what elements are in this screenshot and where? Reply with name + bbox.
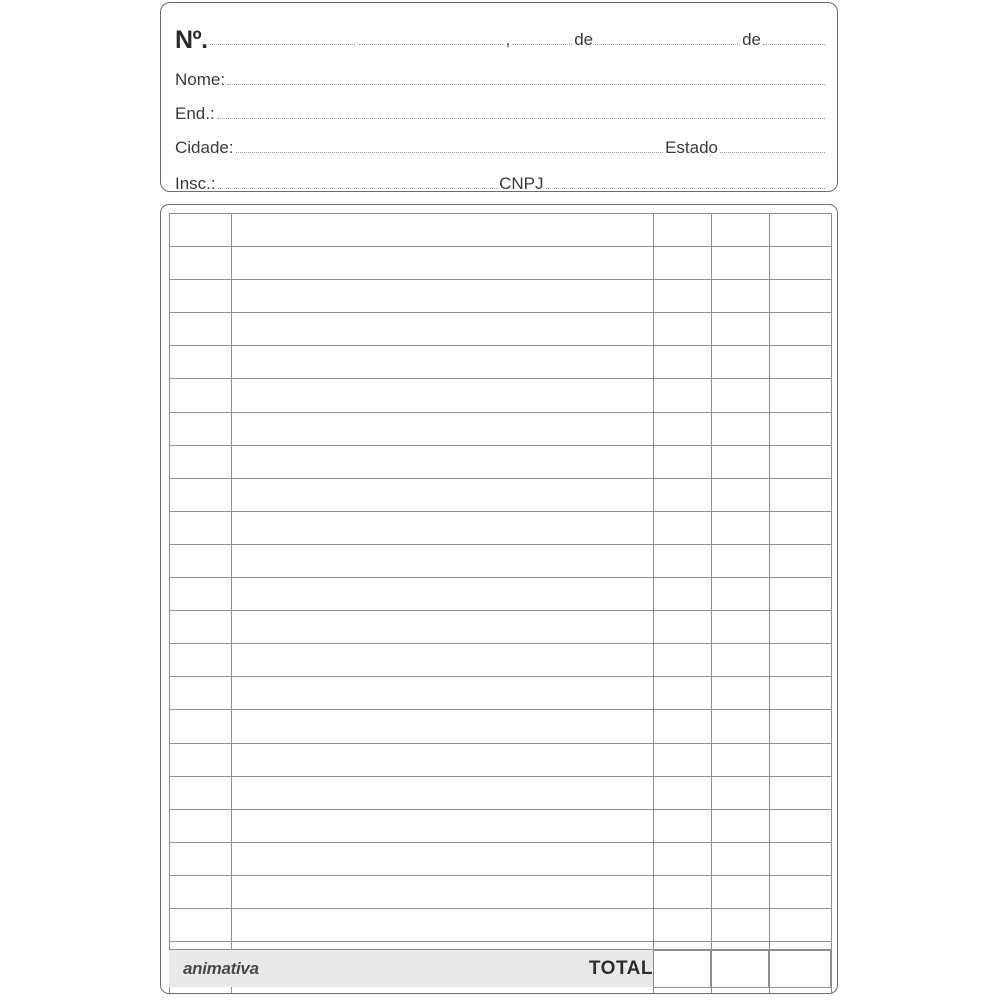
total-cell-un[interactable]	[653, 950, 711, 988]
cell-valor-total[interactable]	[770, 478, 832, 511]
cell-valor-total[interactable]	[770, 578, 832, 611]
cell-descricao[interactable]	[232, 776, 654, 809]
cell-valor-total[interactable]	[770, 511, 832, 544]
cell-qtd[interactable]	[170, 511, 232, 544]
cell-descricao[interactable]	[232, 379, 654, 412]
registration-input-line[interactable]	[218, 187, 497, 189]
cell-un[interactable]	[654, 908, 712, 941]
cell-descricao[interactable]	[232, 809, 654, 842]
cell-descricao[interactable]	[232, 412, 654, 445]
cell-descricao[interactable]	[232, 743, 654, 776]
cell-qtd[interactable]	[170, 842, 232, 875]
cell-valor-total[interactable]	[770, 346, 832, 379]
cell-descricao[interactable]	[232, 445, 654, 478]
cell-valor-unit[interactable]	[712, 478, 770, 511]
cell-un[interactable]	[654, 346, 712, 379]
cell-valor-total[interactable]	[770, 743, 832, 776]
table-row[interactable]	[170, 313, 832, 346]
state-input-line[interactable]	[720, 151, 825, 153]
cell-valor-total[interactable]	[770, 677, 832, 710]
table-row[interactable]	[170, 578, 832, 611]
cell-qtd[interactable]	[170, 743, 232, 776]
cell-valor-total[interactable]	[770, 710, 832, 743]
cell-un[interactable]	[654, 313, 712, 346]
header-row-address	[175, 99, 827, 123]
header-row-city	[175, 133, 827, 157]
table-row[interactable]	[170, 346, 832, 379]
table-row[interactable]	[170, 445, 832, 478]
cell-qtd[interactable]	[170, 776, 232, 809]
cell-valor-total[interactable]	[770, 313, 832, 346]
cell-qtd[interactable]	[170, 875, 232, 908]
cell-valor-unit[interactable]	[712, 842, 770, 875]
order-form-page	[160, 0, 840, 1000]
cell-valor-unit[interactable]	[712, 611, 770, 644]
cell-valor-unit[interactable]	[712, 280, 770, 313]
cell-un[interactable]	[654, 247, 712, 280]
cell-un[interactable]	[654, 743, 712, 776]
total-cell-valor-total[interactable]	[769, 950, 831, 988]
cell-valor-total[interactable]	[770, 908, 832, 941]
items-table-body	[170, 214, 832, 995]
footer-total-bar	[169, 949, 831, 987]
name-input-line[interactable]	[227, 83, 825, 85]
cell-valor-total[interactable]	[770, 842, 832, 875]
cell-qtd[interactable]	[170, 677, 232, 710]
cell-descricao[interactable]	[232, 710, 654, 743]
cell-descricao[interactable]	[232, 280, 654, 313]
cell-qtd[interactable]	[170, 544, 232, 577]
cell-un[interactable]	[654, 478, 712, 511]
table-row[interactable]	[170, 842, 832, 875]
table-row[interactable]	[170, 908, 832, 941]
table-row[interactable]	[170, 644, 832, 677]
total-cells	[653, 950, 831, 988]
total-label: TOTAL	[588, 957, 653, 979]
cell-qtd[interactable]	[170, 710, 232, 743]
cell-valor-total[interactable]	[770, 280, 832, 313]
cell-descricao[interactable]	[232, 875, 654, 908]
cell-valor-unit[interactable]	[712, 710, 770, 743]
cell-qtd[interactable]	[170, 908, 232, 941]
cell-valor-unit[interactable]	[712, 578, 770, 611]
table-row[interactable]	[170, 743, 832, 776]
cell-valor-total[interactable]	[770, 544, 832, 577]
total-cell-valor-unit[interactable]	[711, 950, 769, 988]
cell-descricao[interactable]	[232, 511, 654, 544]
cell-un[interactable]	[654, 578, 712, 611]
number-input-line[interactable]	[210, 43, 355, 45]
cell-descricao[interactable]	[232, 908, 654, 941]
cell-qtd[interactable]	[170, 578, 232, 611]
cell-valor-total[interactable]	[770, 247, 832, 280]
city-date-line[interactable]	[359, 43, 504, 45]
cnpj-label: CNPJ	[499, 174, 544, 193]
city-input-line[interactable]	[236, 151, 663, 153]
table-row[interactable]	[170, 677, 832, 710]
cell-qtd[interactable]	[170, 214, 232, 247]
address-input-line[interactable]	[217, 117, 825, 119]
table-row[interactable]	[170, 875, 832, 908]
cell-descricao[interactable]	[232, 478, 654, 511]
cell-valor-unit[interactable]	[712, 743, 770, 776]
table-row[interactable]	[170, 280, 832, 313]
day-line[interactable]	[512, 43, 572, 45]
cell-descricao[interactable]	[232, 578, 654, 611]
cell-valor-total[interactable]	[770, 809, 832, 842]
cell-un[interactable]	[654, 412, 712, 445]
month-line[interactable]	[595, 43, 740, 45]
brand-logo: animativa	[183, 958, 259, 978]
items-table	[169, 213, 832, 994]
cell-descricao[interactable]	[232, 313, 654, 346]
cell-valor-total[interactable]	[770, 776, 832, 809]
state-label: Estado	[665, 138, 718, 157]
address-label: End.:	[175, 104, 215, 123]
table-row[interactable]	[170, 611, 832, 644]
cell-un[interactable]	[654, 611, 712, 644]
cell-descricao[interactable]	[232, 842, 654, 875]
city-label: Cidade:	[175, 138, 234, 157]
cell-valor-unit[interactable]	[712, 776, 770, 809]
cell-valor-unit[interactable]	[712, 346, 770, 379]
cell-valor-unit[interactable]	[712, 544, 770, 577]
cell-qtd[interactable]	[170, 644, 232, 677]
cell-qtd[interactable]	[170, 247, 232, 280]
header-block	[160, 2, 838, 192]
cell-descricao[interactable]	[232, 346, 654, 379]
table-row[interactable]	[170, 544, 832, 577]
cell-qtd[interactable]	[170, 313, 232, 346]
cell-un[interactable]	[654, 710, 712, 743]
cell-valor-total[interactable]	[770, 644, 832, 677]
cell-descricao[interactable]	[232, 611, 654, 644]
cell-un[interactable]	[654, 511, 712, 544]
cell-descricao[interactable]	[232, 677, 654, 710]
cell-qtd[interactable]	[170, 379, 232, 412]
cell-descricao[interactable]	[232, 214, 654, 247]
cell-valor-unit[interactable]	[712, 809, 770, 842]
header-row-name	[175, 65, 827, 89]
cell-valor-total[interactable]	[770, 412, 832, 445]
cell-un[interactable]	[654, 445, 712, 478]
cell-qtd[interactable]	[170, 478, 232, 511]
table-row[interactable]	[170, 776, 832, 809]
cell-qtd[interactable]	[170, 346, 232, 379]
table-row[interactable]	[170, 478, 832, 511]
table-row[interactable]	[170, 214, 832, 247]
cell-descricao[interactable]	[232, 644, 654, 677]
cnpj-input-line[interactable]	[546, 187, 825, 189]
cell-qtd[interactable]	[170, 809, 232, 842]
cell-valor-unit[interactable]	[712, 875, 770, 908]
cell-un[interactable]	[654, 809, 712, 842]
cell-valor-unit[interactable]	[712, 313, 770, 346]
header-row-registration	[175, 169, 827, 193]
cell-descricao[interactable]	[232, 544, 654, 577]
cell-valor-unit[interactable]	[712, 412, 770, 445]
registration-label: Insc.:	[175, 174, 216, 193]
cell-un[interactable]	[654, 776, 712, 809]
table-row[interactable]	[170, 511, 832, 544]
cell-un[interactable]	[654, 214, 712, 247]
cell-valor-total[interactable]	[770, 214, 832, 247]
cell-un[interactable]	[654, 875, 712, 908]
cell-qtd[interactable]	[170, 611, 232, 644]
date-de-1: de	[574, 30, 594, 49]
cell-valor-total[interactable]	[770, 445, 832, 478]
cell-valor-unit[interactable]	[712, 379, 770, 412]
cell-un[interactable]	[654, 544, 712, 577]
cell-un[interactable]	[654, 280, 712, 313]
cell-valor-unit[interactable]	[712, 677, 770, 710]
cell-valor-unit[interactable]	[712, 908, 770, 941]
cell-un[interactable]	[654, 379, 712, 412]
cell-valor-unit[interactable]	[712, 247, 770, 280]
cell-un[interactable]	[654, 677, 712, 710]
cell-valor-total[interactable]	[770, 875, 832, 908]
cell-qtd[interactable]	[170, 445, 232, 478]
table-row[interactable]	[170, 379, 832, 412]
cell-valor-total[interactable]	[770, 611, 832, 644]
cell-valor-total[interactable]	[770, 379, 832, 412]
cell-qtd[interactable]	[170, 412, 232, 445]
cell-un[interactable]	[654, 842, 712, 875]
cell-descricao[interactable]	[232, 247, 654, 280]
cell-qtd[interactable]	[170, 280, 232, 313]
year-line[interactable]	[763, 43, 825, 45]
cell-valor-unit[interactable]	[712, 511, 770, 544]
cell-valor-unit[interactable]	[712, 214, 770, 247]
date-de-2: de	[742, 30, 761, 49]
name-label: Nome:	[175, 70, 226, 89]
table-row[interactable]	[170, 809, 832, 842]
table-row[interactable]	[170, 710, 832, 743]
table-row[interactable]	[170, 412, 832, 445]
cell-valor-unit[interactable]	[712, 644, 770, 677]
header-row-number	[175, 25, 827, 54]
table-row[interactable]	[170, 247, 832, 280]
items-table-block	[160, 204, 838, 994]
number-label: Nº.	[175, 26, 208, 54]
cell-un[interactable]	[654, 644, 712, 677]
date-comma: ,	[505, 30, 511, 49]
cell-valor-unit[interactable]	[712, 445, 770, 478]
